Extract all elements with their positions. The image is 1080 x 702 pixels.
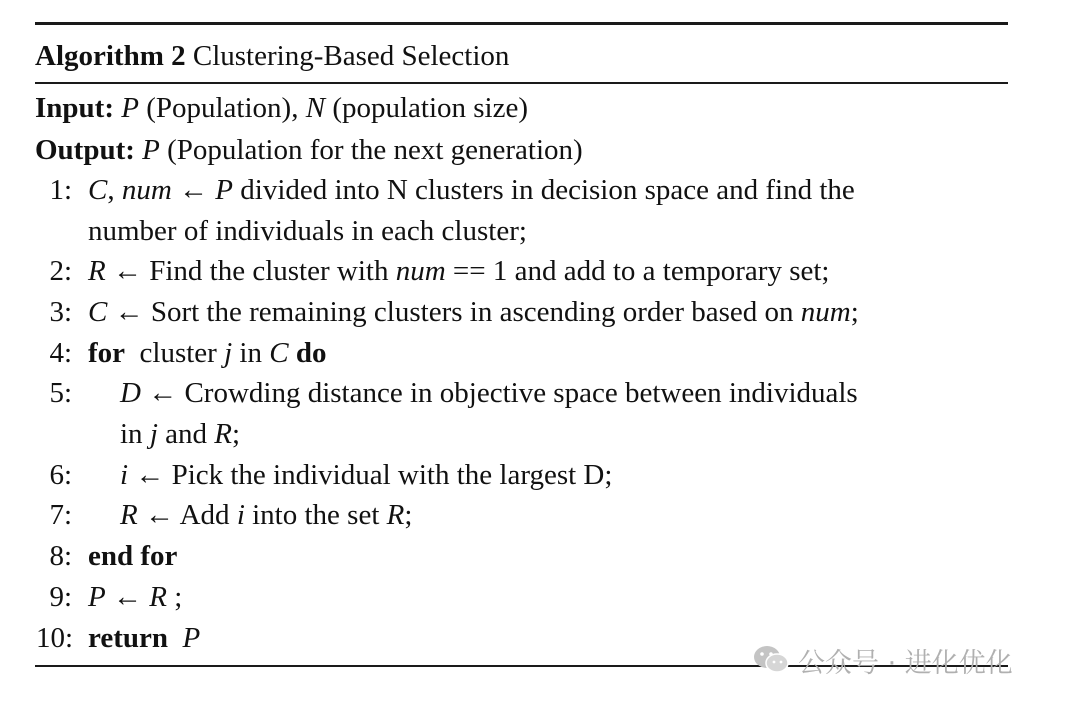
input-desc-n: (population size) [325, 92, 529, 124]
text: ; [404, 499, 413, 531]
step-7 [120, 495, 412, 535]
text: in [120, 418, 150, 450]
text: ← [105, 581, 150, 613]
wechat-icon [752, 644, 790, 676]
text: ← Sort the remaining clusters in ascending order based on [107, 296, 801, 328]
step-number: 5: [49, 377, 72, 409]
step-number: 9: [49, 581, 72, 613]
step-9 [88, 577, 182, 617]
step-number: 8: [49, 540, 72, 572]
var: C [88, 174, 108, 206]
input-keyword: Input: [35, 92, 114, 124]
var: P [215, 174, 234, 206]
var: i [236, 499, 245, 531]
algorithm-name: Clustering-Based Selection [192, 40, 510, 72]
var: R [88, 255, 106, 287]
text: into the set [244, 499, 387, 531]
step-number: 7: [49, 499, 72, 531]
keyword: do [295, 337, 327, 369]
text: and [157, 418, 215, 450]
var: i [120, 459, 129, 491]
text: ; [231, 418, 241, 450]
var: P [182, 622, 201, 654]
text: ← Crowding distance in objective space between individuals [140, 377, 858, 409]
watermark [752, 640, 1013, 680]
input-var-p: P [121, 92, 139, 124]
step-1 [88, 170, 855, 210]
keyword: for [88, 337, 126, 369]
var: j [149, 418, 158, 450]
input-line [35, 88, 528, 128]
keyword: return [88, 622, 169, 654]
step-number: 4: [49, 337, 72, 369]
input-var-n: N [305, 92, 326, 124]
watermark-text: 公众号 · 进化优化 [798, 647, 1013, 679]
header-rule [35, 82, 1008, 84]
text: cluster [125, 337, 225, 369]
top-rule [35, 22, 1008, 25]
var: num [121, 174, 172, 206]
step-6 [120, 455, 612, 495]
output-line [35, 130, 583, 170]
text: in [232, 337, 270, 369]
step-number: 6: [49, 459, 72, 491]
var: D [120, 377, 141, 409]
text: ; [166, 581, 183, 613]
output-var-p: P [142, 134, 160, 166]
var: num [800, 296, 851, 328]
var: j [224, 337, 233, 369]
text: ; [850, 296, 859, 328]
var: P [88, 581, 106, 613]
text: == 1 and add to a temporary set; [445, 255, 830, 287]
step-number: 2: [49, 255, 72, 287]
step-2 [88, 251, 829, 291]
var: R [386, 499, 405, 531]
step-10 [88, 618, 200, 658]
step-number: 3: [49, 296, 72, 328]
var: R [120, 499, 138, 531]
text: ← Pick the individual with the largest D; [128, 459, 613, 491]
var: C [269, 337, 289, 369]
step-5-continuation [120, 414, 240, 454]
step-number: 10: [36, 622, 74, 654]
step-8: end for [88, 540, 178, 572]
var: C [88, 296, 108, 328]
algorithm-title [35, 36, 509, 76]
step-3 [88, 292, 859, 332]
step-number: 1: [49, 174, 72, 206]
var: R [214, 418, 232, 450]
output-desc: (Population for the next generation) [159, 134, 583, 166]
var: num [395, 255, 446, 287]
step-4 [88, 333, 326, 373]
text: ← Add [137, 499, 237, 531]
input-desc-p: (Population), [138, 92, 306, 124]
output-keyword: Output: [35, 134, 135, 166]
text: divided into N clusters in decision space and find the [233, 174, 855, 206]
text: , [107, 174, 122, 206]
algorithm-label: Algorithm 2 [35, 40, 186, 72]
text: ← [171, 174, 216, 206]
step-1-continuation: number of individuals in each cluster; [88, 215, 527, 247]
var: R [149, 581, 167, 613]
step-5 [120, 373, 858, 413]
text: ← Find the cluster with [105, 255, 396, 287]
